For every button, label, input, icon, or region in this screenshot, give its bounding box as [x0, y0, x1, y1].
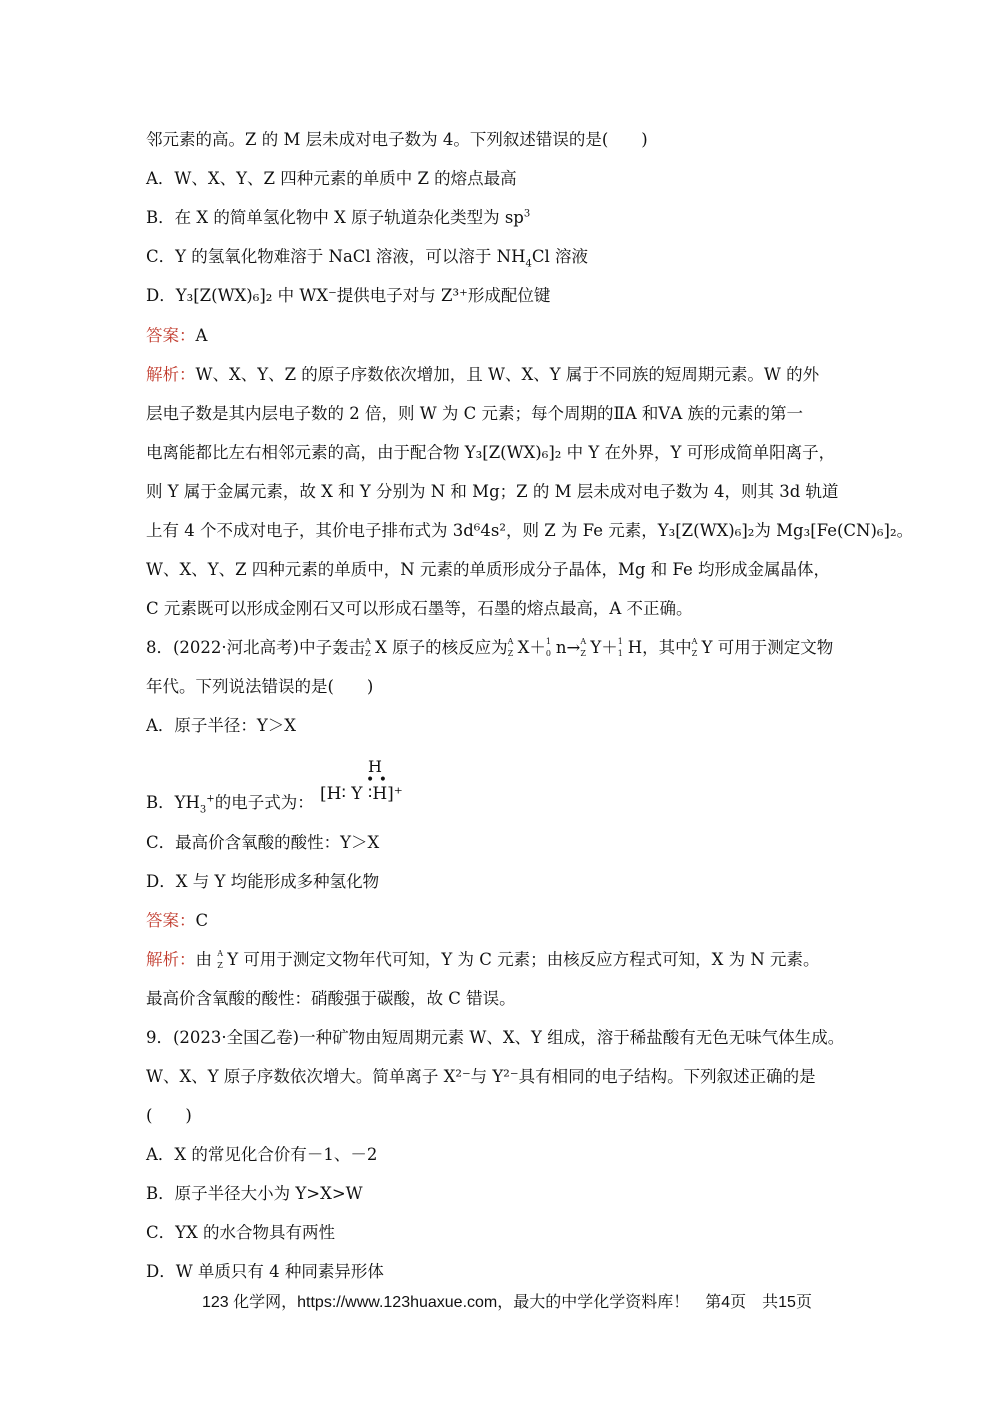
q8-option-d: D．X 与 Y 均能形成多种氢化物 [146, 872, 380, 891]
q7-analysis-5: 上有 4 个不成对电子，其价电子排布式为 3d⁶4s²，则 Z 为 Fe 元素，Y₃[Z(WX)₆]₂为 Mg₃[Fe(CN)₆]₂。 [146, 521, 914, 540]
q7-analysis-6: W、X、Y、Z 四种元素的单质中，N 元素的单质形成分子晶体，Mg 和 Fe 均形成金属晶体， [146, 560, 830, 579]
q9-stem-3: ( ) [146, 1106, 192, 1125]
q7-analysis-3: 电离能都比左右相邻元素的高，由于配合物 Y₃[Z(WX)₆]₂ 中 Y 在外界，Y 可形成简单阳离子， [146, 443, 836, 462]
q9-option-c: C．YX 的水合物具有两性 [146, 1223, 336, 1242]
q9-stem-1: 9．(2023·全国乙卷)一种矿物由短周期元素 W、X、Y 组成，溶于稀盐酸有无色无味气体生成。 [146, 1028, 845, 1047]
q7-stem-tail: 邻元素的高。Z 的 M 层未成对电子数为 4。下列叙述错误的是( ) [146, 130, 648, 149]
q7-option-d: D．Y₃[Z(WX)₆]₂ 中 WX⁻提供电子对与 Z³⁺形成配位键 [146, 286, 551, 305]
electron-formula: [H∶ Y ∶H]⁺ [320, 784, 403, 804]
q9-option-b: B．原子半径大小为 Y>X>W [146, 1184, 363, 1203]
q7-analysis-7: C 元素既可以形成金刚石又可以形成石墨等，石墨的熔点最高，A 不正确。 [146, 599, 693, 618]
q7-analysis-2: 层电子数是其内层电子数的 2 倍，则 W 为 C 元素；每个周期的ⅡA 和ⅤA 族的元素的第一 [146, 404, 804, 423]
electron-pair-dots: • • [366, 772, 387, 788]
nuclide-y: A Z [580, 636, 587, 658]
q8-stem-1: 8．(2022·河北高考)中子轰击 A Z X 原子的核反应为 A Z X＋ 1 0 n→ A Z Y＋ 1 1 H，其中 A Z Y 可用于测定文物 [146, 636, 834, 658]
q7-option-a: A．W、X、Y、Z 四种元素的单质中 Z 的熔点最高 [146, 169, 517, 188]
nuclide-h: 1 1 [617, 636, 623, 658]
q7-option-b: B．在 X 的简单氢化物中 X 原子轨道杂化类型为 $sp^3$ [146, 208, 531, 227]
q9-stem-2: W、X、Y 原子序数依次增大。简单离子 X²⁻与 Y²⁻具有相同的电子结构。下列叙述正确的是 [146, 1067, 816, 1086]
q8-answer: 答案：C [146, 911, 209, 930]
q9-option-d: D．W 单质只有 4 种同素异形体 [146, 1262, 384, 1281]
q8-analysis-1: 解析：由 A Z Y 可用于测定文物年代可知，Y 为 C 元素；由核反应方程式可知，X 为 N 元素。 [146, 948, 820, 970]
nuclide-n: 1 0 [545, 636, 551, 658]
electron-formula-top-h: H [368, 757, 382, 776]
q8-stem-2: 年代。下列说法错误的是( ) [146, 677, 374, 696]
q8-option-b: B．$YH_3^+$的电子式为： [146, 793, 314, 816]
q8-analysis-2: 最高价含氧酸的酸性：硝酸强于碳酸，故 C 错误。 [146, 989, 516, 1008]
q7-analysis-1: 解析：W、X、Y、Z 的原子序数依次增加，且 W、X、Y 属于不同族的短周期元素。W 的外 [146, 365, 820, 384]
q7-option-c: C．Y 的氢氧化物难溶于 NaCl 溶液，可以溶于 $NH_4Cl$ 溶液 [146, 247, 589, 270]
q7-analysis-4: 则 Y 属于金属元素，故 X 和 Y 分别为 N 和 Mg；Z 的 M 层未成对电子数为 4，则其 3d 轨道 [146, 482, 839, 501]
page-footer: 123 化学网，https://www.123huaxue.com，最大的中学化学资料库！ 第4页 共15页 [202, 1294, 812, 1311]
q7-answer: 答案：A [146, 326, 208, 345]
q8-option-a: A．原子半径：Y＞X [146, 716, 297, 735]
nuclide-x: A Z [365, 636, 371, 658]
q8-option-c: C．最高价含氧酸的酸性：Y＞X [146, 833, 380, 852]
q9-option-a: A．X 的常见化合价有－1、－2 [146, 1145, 378, 1164]
